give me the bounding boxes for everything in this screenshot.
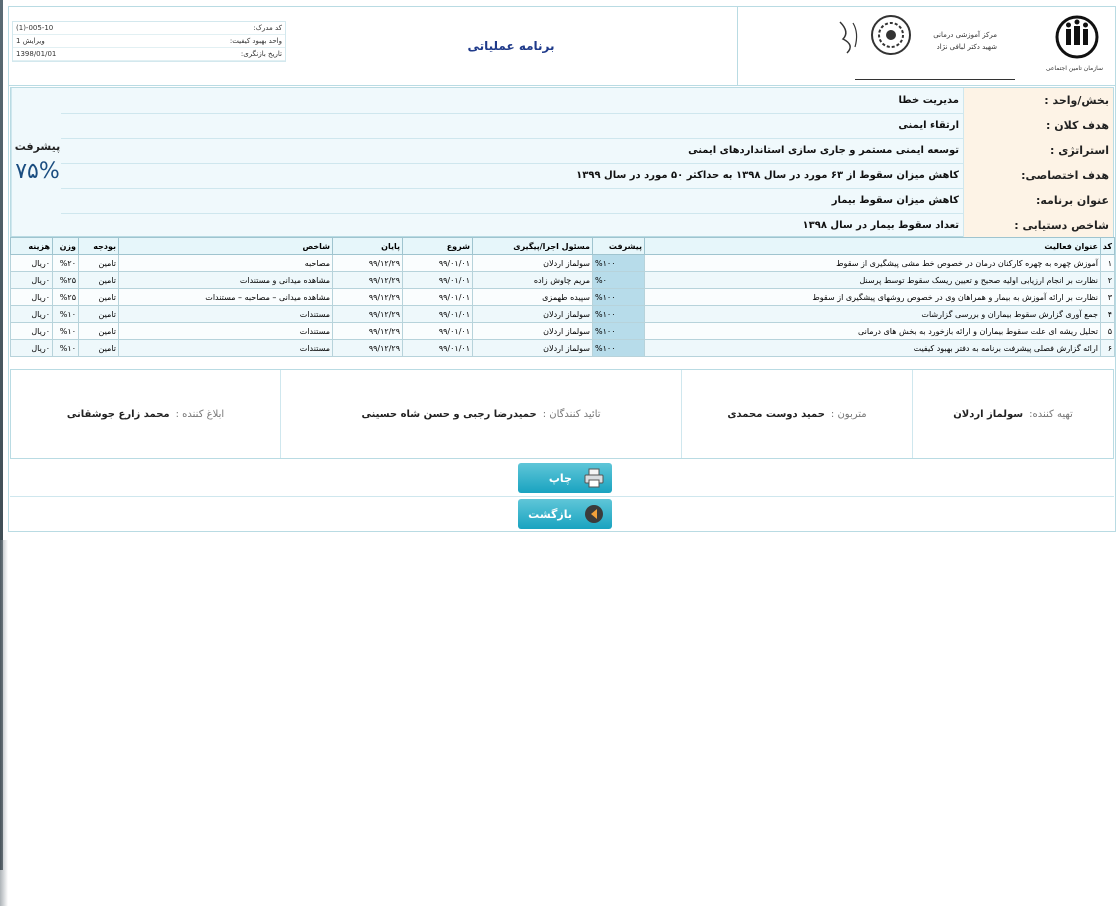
cell-code: ۵ (1101, 323, 1115, 340)
report-page (8, 6, 1116, 532)
cell-title: تحلیل ریشه ای علت سقوط بیماران و ارائه بازخورد به بخش های درمانی (645, 323, 1101, 340)
info-label: بخش/واحد : (963, 88, 1113, 113)
center-emblem-icon (869, 13, 913, 57)
org-logo-icon (1049, 13, 1105, 71)
info-value: ارتقاء ایمنی (898, 120, 959, 131)
meta-code-label: کد مدرک: (253, 24, 282, 32)
back-arrow-icon (582, 502, 606, 526)
info-value: کاهش میزان سقوط از ۶۳ مورد در سال ۱۳۹۸ به حداکثر ۵۰ مورد در سال ۱۳۹۹ (576, 170, 959, 181)
cell-end: ۹۹/۱۲/۲۹ (333, 289, 403, 306)
cell-title: ارائه گزارش فصلی پیشرفت برنامه به دفتر بهبود کیفیت (645, 340, 1101, 357)
cell-code: ۶ (1101, 340, 1115, 357)
cell-start: ۹۹/۰۱/۰۱ (403, 289, 473, 306)
cell-weight: %۲۵ (53, 272, 79, 289)
cell-weight: %۲۰ (53, 255, 79, 272)
center-name-line2: شهید دکتر لبافی نژاد (936, 43, 997, 51)
cell-cost: ۰ریال (11, 289, 53, 306)
info-row-unit (61, 88, 1113, 114)
notifier-name: محمد زارع جوشقانی (66, 408, 170, 420)
printer-icon (582, 466, 606, 490)
logos-area (737, 7, 1115, 85)
table-header-row (11, 238, 1115, 255)
cell-progress: %۰ (593, 272, 645, 289)
signature-preparer (912, 370, 1113, 458)
cell-progress: %۱۰۰ (593, 289, 645, 306)
cell-weight: %۱۰ (53, 340, 79, 357)
cell-progress: %۱۰۰ (593, 306, 645, 323)
print-button[interactable] (518, 463, 612, 493)
cell-responsible: مریم چاوش زاده (473, 272, 593, 289)
info-label: هدف اختصاصی: (963, 163, 1113, 188)
col-responsible: مسئول اجرا/پیگیری (473, 238, 593, 255)
title-cell (285, 7, 737, 85)
cell-start: ۹۹/۰۱/۰۱ (403, 323, 473, 340)
report-header (9, 7, 1115, 86)
info-value: توسعه ایمنی مستمر و جاری سازی استانداردهای ایمنی (688, 145, 959, 156)
org-name: سازمان تامین اجتماعی (1045, 65, 1103, 72)
info-row-objective (61, 163, 1113, 189)
cell-responsible: سولماز اردلان (473, 255, 593, 272)
col-indicator: شاخص (119, 238, 333, 255)
cell-indicator: مشاهده میدانی و مستندات (119, 272, 333, 289)
cell-budget: تامین (79, 289, 119, 306)
cell-budget: تامین (79, 255, 119, 272)
cell-end: ۹۹/۱۲/۲۹ (333, 323, 403, 340)
approvers-names: حمیدرضا رجبی و حسن شاه حسینی (361, 408, 537, 420)
meta-code-value: 005-10-(1) (16, 24, 54, 32)
cell-responsible: سپیده طهمزی (473, 289, 593, 306)
meta-review-value: 1398/01/01 (16, 50, 57, 58)
cell-cost: ۰ریال (11, 306, 53, 323)
cell-code: ۴ (1101, 306, 1115, 323)
supervisor-name: حمید دوست محمدی (727, 408, 825, 420)
col-title: عنوان فعالیت (645, 238, 1101, 255)
cell-budget: تامین (79, 323, 119, 340)
table-row (11, 306, 1115, 323)
cell-start: ۹۹/۰۱/۰۱ (403, 306, 473, 323)
col-end: پایان (333, 238, 403, 255)
info-row-goal (61, 113, 1113, 139)
back-label: بازگشت (528, 507, 572, 521)
meta-unit-label: واحد بهبود کیفیت: (229, 37, 282, 45)
window-shadow (0, 540, 8, 906)
cell-end: ۹۹/۱۲/۲۹ (333, 272, 403, 289)
col-code: کد (1101, 238, 1115, 255)
activities-table (10, 237, 1115, 357)
cell-indicator: مستندات (119, 323, 333, 340)
cell-cost: ۰ریال (11, 340, 53, 357)
cell-indicator: مستندات (119, 306, 333, 323)
meta-row-review (13, 48, 285, 61)
back-row (10, 497, 1114, 531)
calligraphy-icon (835, 17, 865, 57)
table-row (11, 255, 1115, 272)
col-budget: بودجه (79, 238, 119, 255)
program-info (10, 87, 1114, 237)
info-value: کاهش میزان سقوط بیمار (831, 195, 959, 206)
print-label: چاپ (548, 471, 572, 485)
table-row (11, 323, 1115, 340)
cell-start: ۹۹/۰۱/۰۱ (403, 255, 473, 272)
preparer-label: تهیه کننده: (1029, 408, 1073, 420)
meta-row-code (13, 22, 285, 35)
table-row (11, 289, 1115, 306)
cell-title: نظارت بر ارائه آموزش به بیمار و همراهان وی در خصوص روشهای پیشگیری از سقوط (645, 289, 1101, 306)
cell-budget: تامین (79, 340, 119, 357)
cell-budget: تامین (79, 306, 119, 323)
signature-supervisor (681, 370, 912, 458)
cell-indicator: مستندات (119, 340, 333, 357)
back-button[interactable] (518, 499, 612, 529)
cell-title: آموزش چهره به چهره کارکنان درمان در خصوص خط مشی پیشگیری از سقوط (645, 255, 1101, 272)
cell-cost: ۰ریال (11, 323, 53, 340)
info-label: شاخص دستیابی : (963, 213, 1113, 238)
cell-weight: %۲۵ (53, 289, 79, 306)
approvers-label: تائید کنندگان : (542, 408, 601, 420)
supervisor-label: متربون : (830, 408, 867, 420)
col-progress: پیشرفت (593, 238, 645, 255)
cell-progress: %۱۰۰ (593, 340, 645, 357)
info-label: هدف کلان : (963, 113, 1113, 138)
cell-code: ۳ (1101, 289, 1115, 306)
table-row (11, 272, 1115, 289)
document-meta (12, 21, 286, 62)
col-weight: وزن (53, 238, 79, 255)
signature-approvers (280, 370, 681, 458)
info-row-program (61, 188, 1113, 214)
cell-weight: %۱۰ (53, 323, 79, 340)
col-start: شروع (403, 238, 473, 255)
meta-review-label: تاریخ بازنگری: (240, 50, 282, 58)
logo-underline (855, 79, 1015, 80)
meta-row-unit (13, 35, 285, 48)
table-row (11, 340, 1115, 357)
info-value: تعداد سقوط بیمار در سال ۱۳۹۸ (802, 220, 959, 231)
cell-weight: %۱۰ (53, 306, 79, 323)
cell-end: ۹۹/۱۲/۲۹ (333, 340, 403, 357)
progress-value: ۷۵% (15, 159, 60, 184)
cell-indicator: مشاهده میدانی – مصاحبه – مستندات (119, 289, 333, 306)
signature-notifier (11, 370, 280, 458)
info-value: مدیریت خطا (898, 95, 959, 106)
preparer-name: سولماز اردلان (953, 408, 1024, 420)
cell-progress: %۱۰۰ (593, 323, 645, 340)
page-title: برنامه عملیاتی (467, 39, 555, 53)
overall-progress (11, 88, 63, 236)
cell-responsible: سولماز اردلان (473, 340, 593, 357)
cell-responsible: سولماز اردلان (473, 306, 593, 323)
cell-budget: تامین (79, 272, 119, 289)
cell-progress: %۱۰۰ (593, 255, 645, 272)
info-row-indicator (61, 213, 1113, 238)
signatures (10, 369, 1114, 459)
cell-cost: ۰ریال (11, 272, 53, 289)
col-cost: هزینه (11, 238, 53, 255)
info-row-strategy (61, 138, 1113, 164)
meta-unit-value: ویرایش 1 (16, 37, 45, 45)
cell-code: ۱ (1101, 255, 1115, 272)
print-row (10, 459, 1114, 497)
progress-label: پیشرفت (14, 140, 61, 153)
cell-indicator: مصاحبه (119, 255, 333, 272)
info-label: عنوان برنامه: (963, 188, 1113, 213)
info-label: استراتژی : (963, 138, 1113, 163)
notifier-label: ابلاغ کننده : (175, 408, 225, 420)
center-name-line1: مرکز آموزشی درمانی (933, 31, 997, 39)
cell-responsible: سولماز اردلان (473, 323, 593, 340)
cell-title: جمع آوری گزارش سقوط بیماران و بررسی گزارشات (645, 306, 1101, 323)
cell-code: ۲ (1101, 272, 1115, 289)
cell-end: ۹۹/۱۲/۲۹ (333, 306, 403, 323)
cell-cost: ۰ریال (11, 255, 53, 272)
cell-start: ۹۹/۰۱/۰۱ (403, 340, 473, 357)
cell-title: نظارت بر انجام ارزیابی اولیه صحیح و تعیین ریسک سقوط توسط پرسنل (645, 272, 1101, 289)
cell-start: ۹۹/۰۱/۰۱ (403, 272, 473, 289)
cell-end: ۹۹/۱۲/۲۹ (333, 255, 403, 272)
